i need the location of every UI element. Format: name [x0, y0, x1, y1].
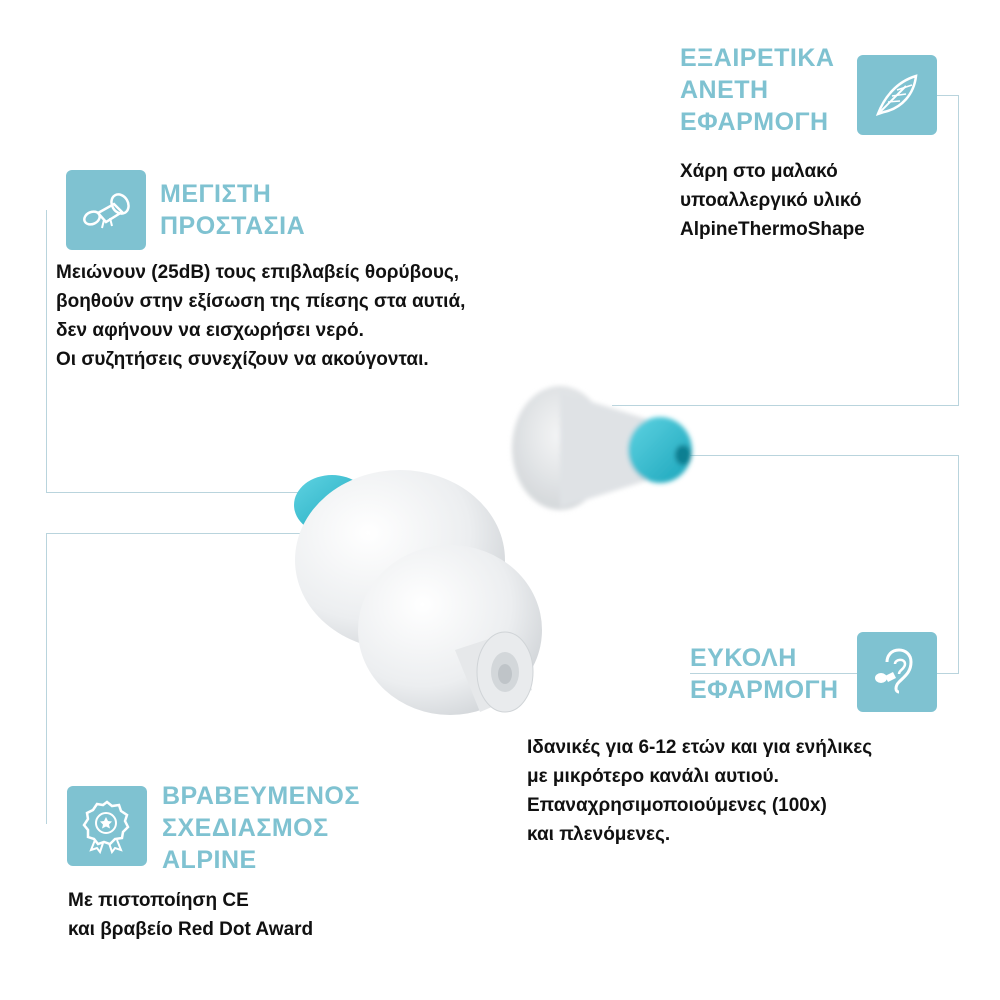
- easy-fit-description-line: και πλενόμενες.: [527, 824, 671, 845]
- protection-heading-line: ΠΡΟΣΤΑΣΙΑ: [160, 212, 306, 240]
- easy-fit-heading-line: ΕΦΑΡΜΟΓΗ: [690, 676, 839, 704]
- comfort-description-line: υποαλλεργικό υλικό: [680, 190, 862, 211]
- easy-fit-heading-line: ΕΥΚΟΛΗ: [690, 644, 797, 672]
- comfort-description-line: Χάρη στο μαλακό: [680, 161, 838, 182]
- easy-fit-description-line: με μικρότερο κανάλι αυτιού.: [527, 766, 779, 787]
- design-heading-line: ΒΡΑΒΕΥΜΕΝΟΣ: [162, 782, 360, 810]
- easy-fit-description: [527, 733, 872, 849]
- easy-fit-heading: [690, 642, 839, 706]
- comfort-heading: [680, 42, 834, 138]
- protection-description-line: Μειώνουν (25dB) τους επιβλαβείς θορύβους,: [56, 262, 460, 283]
- design-icon-box: [67, 786, 147, 866]
- protection-heading-line: ΜΕΓΙΣΤΗ: [160, 180, 272, 208]
- protection-heading: [160, 178, 305, 242]
- protection-description-line: δεν αφήνουν να εισχωρήσει νερό.: [56, 320, 364, 341]
- comfort-description-line: AlpineThermoShape: [680, 219, 865, 240]
- feather-icon: [870, 68, 924, 122]
- protection-description-line: Οι συζητήσεις συνεχίζουν να ακούγονται.: [56, 349, 429, 370]
- design-description-line: και βραβείο Red Dot Award: [68, 919, 314, 940]
- design-description: [68, 886, 313, 944]
- comfort-heading-line: ΑΝΕΤΗ: [680, 76, 769, 104]
- design-heading: [162, 780, 360, 876]
- design-heading-line: ALPINE: [162, 846, 257, 874]
- easy-fit-description-line: Επαναχρησιμοποιούμενες (100x): [527, 795, 827, 816]
- protection-description-line: βοηθούν στην εξίσωση της πίεσης στα αυτιά,: [56, 291, 466, 312]
- comfort-icon-box: [857, 55, 937, 135]
- ear-icon: [869, 644, 925, 700]
- easy-fit-description-line: Ιδανικές για 6-12 ετών και για ενήλικες: [527, 737, 873, 758]
- design-heading-line: ΣΧΕΔΙΑΣΜΟΣ: [162, 814, 329, 842]
- award-badge-icon: [79, 798, 135, 854]
- comfort-description: [680, 157, 865, 244]
- earplug-far: [512, 386, 692, 510]
- design-description-line: Με πιστοποίηση CE: [68, 890, 249, 911]
- easy-fit-icon-box: [857, 632, 937, 712]
- comfort-heading-line: ΕΞΑΙΡΕΤΙΚΑ: [680, 44, 835, 72]
- protection-description: [56, 258, 465, 374]
- earplug-near: [294, 470, 542, 715]
- earplug-icon: [78, 182, 134, 238]
- protection-icon-box: [66, 170, 146, 250]
- comfort-heading-line: ΕΦΑΡΜΟΓΗ: [680, 108, 829, 136]
